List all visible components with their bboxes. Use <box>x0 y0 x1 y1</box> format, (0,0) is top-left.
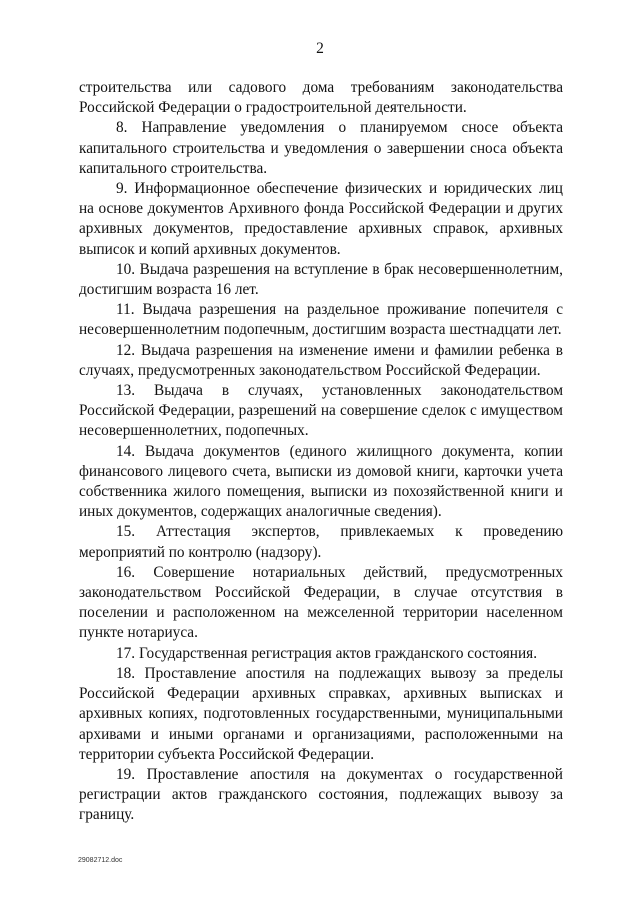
list-item-16: 16. Совершение нотариальных действий, предусмотренных законодательством Российской Федерации, в случае отсутствия в поселении и расположенном на межселенной территории населенном пункте нотариуса. <box>79 563 563 642</box>
footer-filename: 29082712.doc <box>78 857 123 864</box>
document-body <box>79 78 563 826</box>
page-number: 2 <box>316 40 324 57</box>
list-item-14: 14. Выдача документов (единого жилищного документа, копии финансового лицевого счета, выписки из домовой книги, карточки учета собственника жилого помещения, выписки из похозяйственной книги и иных документов, содержащих аналогичные сведения). <box>79 442 563 521</box>
paragraph-continuation: строительства или садового дома требованиям законодательства Российской Федерации о градостроительной деятельности. <box>79 79 563 117</box>
list-item-18: 18. Проставление апостиля на подлежащих вывозу за пределы Российской Федерации архивных справках, архивных выписках и архивных копиях, подготовленных государственными, муниципальными архивами и иными органами и организациями, расположенными на территории субъекта Российской Федерации. <box>79 664 563 763</box>
list-item-17: 17. Государственная регистрация актов гражданского состояния. <box>116 644 538 662</box>
list-item-19: 19. Проставление апостиля на документах о государственной регистрации актов гражданского состояния, подлежащих вывозу за границу. <box>79 765 563 824</box>
list-item-8: 8. Направление уведомления о планируемом сносе объекта капитального строительства и уведомления о завершении сноса объекта капитального строительства. <box>79 119 563 177</box>
list-item-12: 12. Выдача разрешения на изменение имени и фамилии ребенка в случаях, предусмотренных законодательством Российской Федерации. <box>79 341 563 379</box>
list-item-13: 13. Выдача в случаях, установленных законодательством Российской Федерации, разрешений на совершение сделок с имуществом несовершеннолетних, подопечных. <box>79 382 563 440</box>
list-item-9: 9. Информационное обеспечение физических и юридических лиц на основе документов Архивного фонда Российской Федерации и других архивных документов, предоставление архивных справок, архивных выписок и копий архивных документов. <box>79 180 563 258</box>
list-item-11: 11. Выдача разрешения на раздельное проживание попечителя с несовершеннолетним подопечным, достигшим возраста шестнадцати лет. <box>79 301 563 339</box>
list-item-15: 15. Аттестация экспертов, привлекаемых к проведению мероприятий по контролю (надзору). <box>79 523 563 561</box>
list-item-10: 10. Выдача разрешения на вступление в брак несовершеннолетним, достигшим возраста 16 лет. <box>79 260 563 299</box>
